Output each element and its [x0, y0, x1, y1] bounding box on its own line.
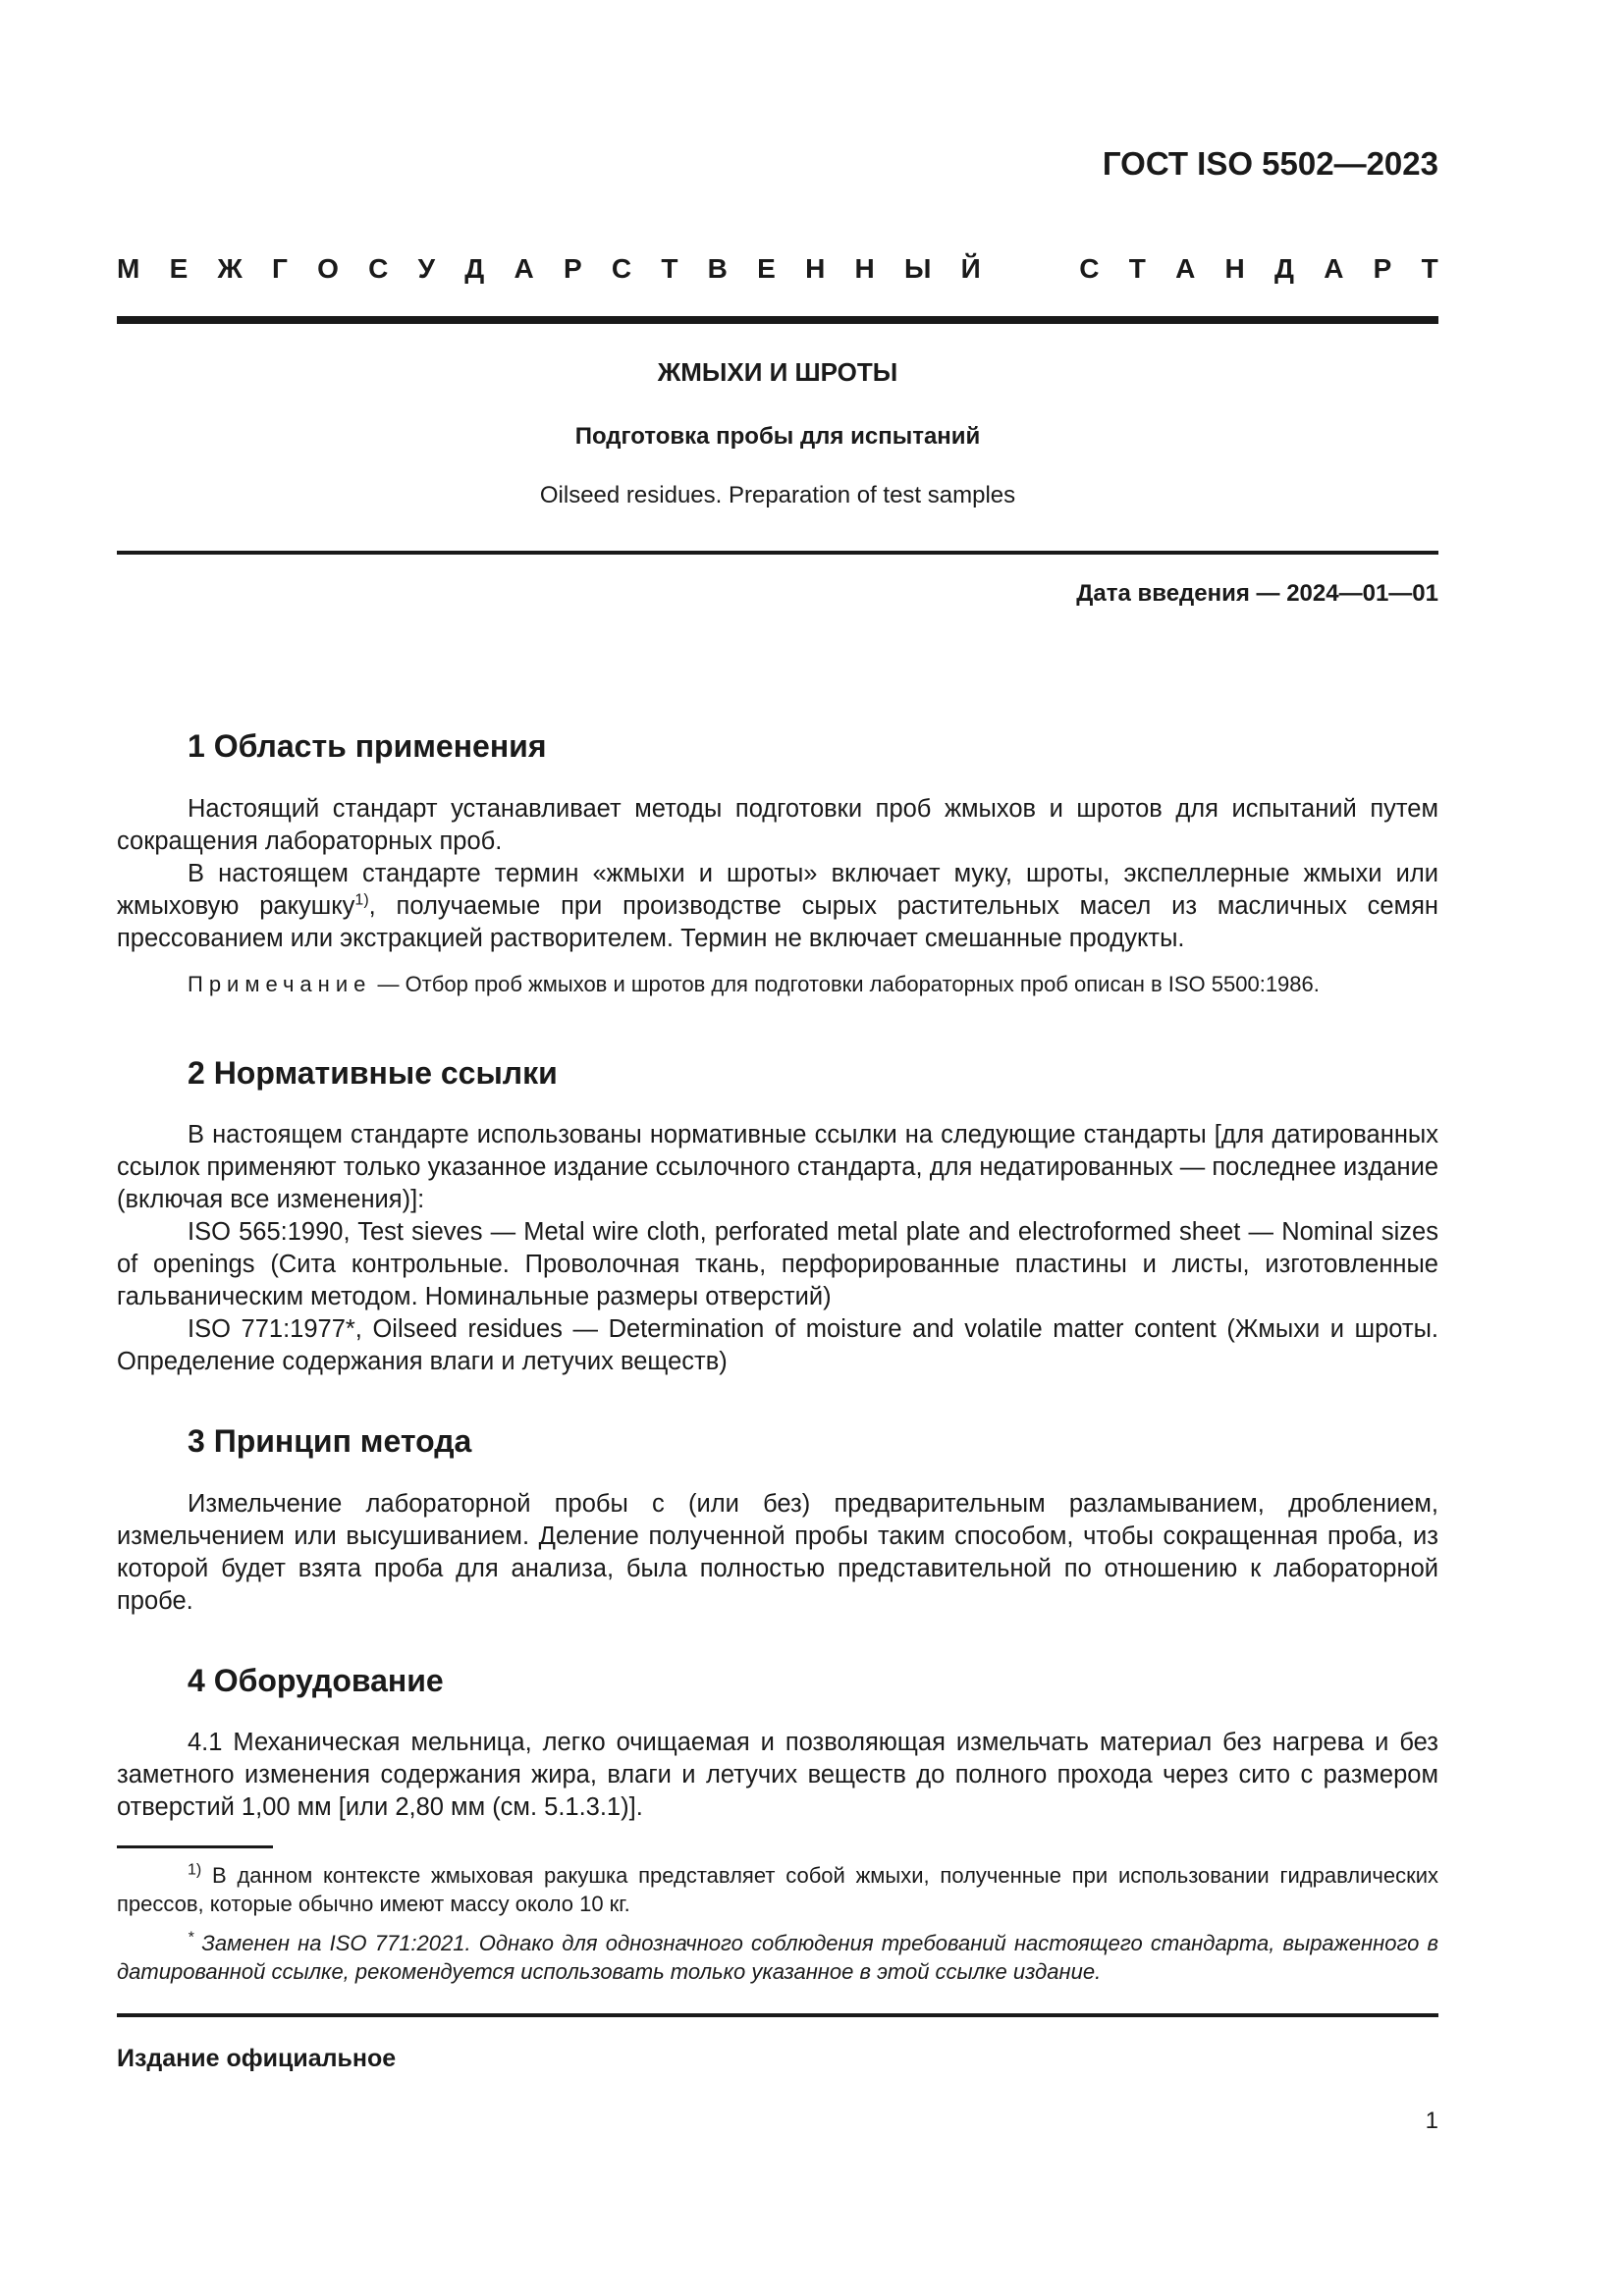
- document-code: ГОСТ ISO 5502—2023: [1102, 145, 1438, 182]
- note-text: — Отбор проб жмыхов и шротов для подготовки лабораторных проб описан в ISO 5500:1986.: [371, 972, 1320, 996]
- edition-label: Издание официальное: [117, 2045, 397, 2072]
- section-1-paragraph-1: Настоящий стандарт устанавливает методы подготовки проб жмыхов и шротов для испытаний путем сокращения лабораторных проб.: [117, 795, 1438, 855]
- standard-type-letter: Т: [1421, 253, 1438, 284]
- footer-rule: [117, 2013, 1438, 2017]
- section-1-note: [188, 970, 1438, 999]
- standard-type-letter: Д: [1274, 253, 1294, 284]
- note-label: Примечание: [188, 972, 372, 996]
- standard-type-letter: Н: [805, 253, 826, 284]
- standard-type-heading: [117, 253, 1438, 285]
- standard-type-letter: А: [1324, 253, 1344, 284]
- section-1-paragraph-2: [117, 858, 1438, 955]
- standard-type-word-gap: [1010, 253, 1050, 285]
- introduction-date: Дата введения — 2024—01—01: [1076, 580, 1438, 607]
- standard-type-letter: О: [317, 253, 339, 284]
- section-3-title: 3 Принцип метода: [188, 1423, 472, 1459]
- standard-type-letter: Т: [661, 253, 678, 284]
- section-4-title: 4 Оборудование: [188, 1663, 444, 1698]
- standard-type-letter: Н: [854, 253, 875, 284]
- standard-type-letter: Е: [169, 253, 189, 284]
- standard-type-letter: Р: [1373, 253, 1392, 284]
- standard-type-letter: Р: [563, 253, 582, 284]
- footnote-1-marker: 1): [188, 1861, 202, 1879]
- standard-type-letter: С: [1079, 253, 1100, 284]
- standard-type-letter: У: [417, 253, 436, 284]
- section-3-paragraph-1: Измельчение лабораторной пробы с (или без) предварительным разламыванием, дроблением, измельчением или высушиванием. Деление полученной пробы таким способом, чтобы сокращенная проба, из которой будет взята проба для анализа, была полностью представительной по отношению к лабораторной пробе.: [117, 1490, 1438, 1615]
- standard-type-letter: А: [1175, 253, 1196, 284]
- standard-type-letter: А: [514, 253, 534, 284]
- standard-type-letter: Е: [757, 253, 776, 284]
- footnote-1-reference[interactable]: 1): [354, 891, 369, 909]
- document-title-english: Oilseed residues. Preparation of test samples: [539, 482, 1016, 508]
- standard-type-letter: С: [611, 253, 632, 284]
- footnote-1-text: В данном контексте жмыховая ракушка представляет собой жмыхи, полученные при использовании гидравлических прессов, которые обычно имеют массу около 10 кг.: [117, 1863, 1438, 1916]
- standard-type-letter: С: [368, 253, 389, 284]
- section-4-paragraph-1: 4.1 Механическая мельница, легко очищаемая и позволяющая измельчать материал без нагрева и без заметного изменения содержания жира, влаги и летучих веществ до полного прохода через сито с размером отверстий 1,00 мм [или 2,80 мм (см. 5.1.3.1)].: [117, 1729, 1438, 1821]
- footnote-1: [117, 1861, 1438, 1918]
- standard-type-letter: Д: [464, 253, 485, 284]
- header-rule: [117, 316, 1438, 324]
- footnote-2-text: Заменен на ISO 771:2021. Однако для однозначного соблюдения требований настоящего стандарта, выраженного в датированной ссылке, рекомендуется использовать только указанное в этой ссылке издание.: [117, 1931, 1438, 1984]
- standard-type-letter: Ж: [217, 253, 243, 284]
- standard-type-letter: Т: [1128, 253, 1146, 284]
- footnote-2-marker: *: [188, 1929, 194, 1947]
- standard-type-letter: Ы: [904, 253, 932, 284]
- section-1-paragraph-2-text-b: , получаемые при производстве сырых растительных масел из масличных семян прессованием или экстракцией растворителем. Термин не включает смешанные продукты.: [117, 892, 1438, 952]
- standard-type-letter: Н: [1224, 253, 1245, 284]
- section-2-reference-iso-565: ISO 565:1990, Test sieves — Metal wire cloth, perforated metal plate and electroformed sheet — Nominal sizes of openings (Сита контрольные. Проволочная ткань, перфорированные пластины и листы, изготовленные гальваническим методом. Номинальные размеры отверстий): [117, 1218, 1438, 1310]
- footnote-2: [117, 1929, 1438, 1986]
- page-number: 1: [1425, 2108, 1438, 2134]
- standard-type-letter: Г: [272, 253, 288, 284]
- section-2-title: 2 Нормативные ссылки: [188, 1055, 558, 1091]
- standard-type-letter: Й: [960, 253, 981, 284]
- section-2-paragraph-1: В настоящем стандарте использованы нормативные ссылки на следующие стандарты [для датированных ссылок применяют только указанное издание ссылочного стандарта, для недатированных — последнее издание (включая все изменения)]:: [117, 1121, 1438, 1213]
- section-1-paragraph-2-text-a: В настоящем стандарте термин «жмыхи и шроты» включает муку, шроты, экспеллерные жмыхи или жмыховую ракушку: [117, 860, 1438, 920]
- section-2-reference-iso-771: ISO 771:1977*, Oilseed residues — Determination of moisture and volatile matter content (Жмыхи и шроты. Определение содержания влаги и летучих веществ): [117, 1315, 1438, 1375]
- document-subtitle: Подготовка пробы для испытаний: [574, 423, 981, 450]
- footnote-rule: [117, 1845, 273, 1848]
- title-rule: [117, 551, 1438, 555]
- standard-type-letter: М: [117, 253, 140, 284]
- section-1-title: 1 Область применения: [188, 728, 547, 764]
- standard-type-letter: В: [707, 253, 728, 284]
- document-title: ЖМЫХИ И ШРОТЫ: [657, 357, 898, 387]
